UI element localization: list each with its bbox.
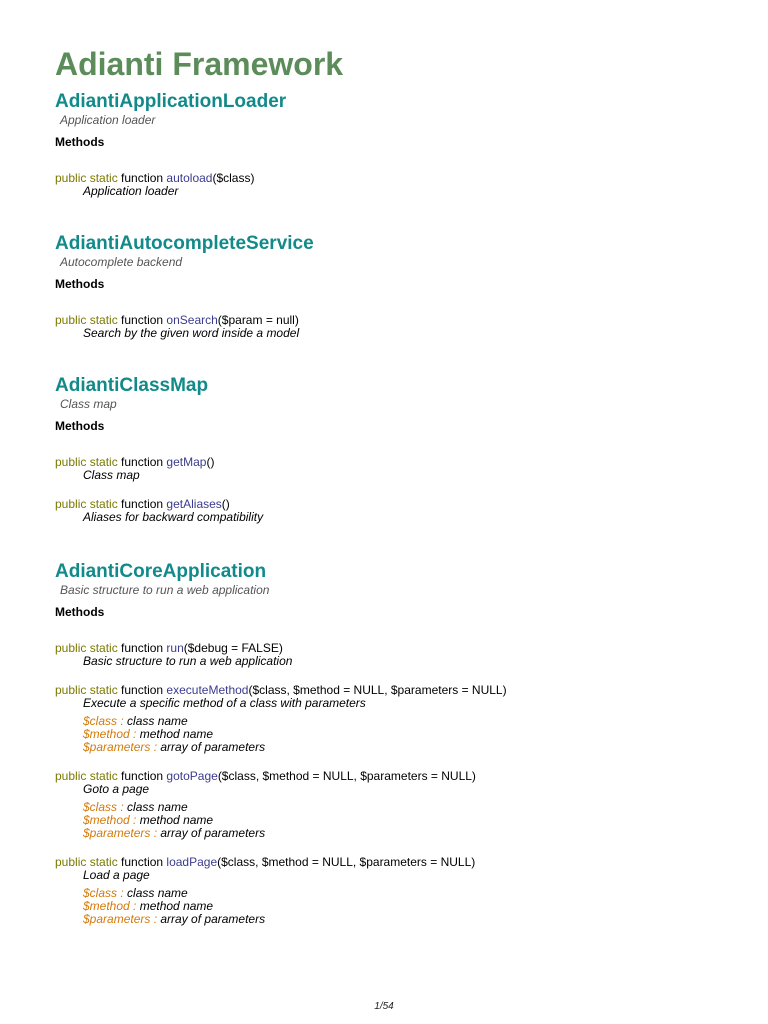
param-desc: array of parameters [157, 740, 266, 754]
method-entry [55, 642, 745, 668]
modifier-keywords: public static [55, 641, 118, 655]
param-desc: method name [136, 727, 214, 741]
param-item [83, 827, 745, 840]
class-name: AdiantiClassMap [55, 375, 209, 396]
param-item [83, 913, 745, 926]
method-description: Goto a page [83, 782, 150, 796]
function-keyword: function [121, 641, 164, 655]
class-section-adianti-core-application [55, 561, 745, 942]
method-entry [55, 172, 745, 198]
param-name: $method : [83, 727, 137, 741]
method-args: ($class, $method = NULL, $parameters = NULL) [217, 855, 476, 869]
method-name: run [166, 641, 184, 655]
function-keyword: function [121, 855, 164, 869]
method-description: Search by the given word inside a model [83, 326, 300, 340]
method-entry [55, 856, 745, 926]
methods-label: Methods [55, 605, 105, 619]
method-entry [55, 456, 745, 482]
method-name: gotoPage [166, 769, 218, 783]
method-description: Basic structure to run a web application [83, 654, 293, 668]
method-name: loadPage [166, 855, 218, 869]
method-args: ($param = null) [217, 313, 299, 327]
param-name: $class : [83, 714, 124, 728]
method-signature [55, 770, 745, 783]
method-description: Aliases for backward compatibility [83, 510, 264, 524]
method-list [55, 456, 745, 524]
class-section-adianti-application-loader [55, 91, 745, 214]
param-desc: array of parameters [157, 912, 266, 926]
param-item [83, 741, 745, 754]
class-name: AdiantiApplicationLoader [55, 91, 287, 112]
function-keyword: function [121, 313, 164, 327]
page-title: Adianti Framework [55, 46, 344, 82]
method-args: ($class, $method = NULL, $parameters = NULL) [217, 769, 476, 783]
class-description: Autocomplete backend [60, 255, 183, 269]
function-keyword: function [121, 455, 164, 469]
methods-label: Methods [55, 419, 105, 433]
function-keyword: function [121, 683, 164, 697]
methods-label: Methods [55, 135, 105, 149]
methods-label: Methods [55, 277, 105, 291]
modifier-keywords: public static [55, 171, 118, 185]
method-args: ($debug = FALSE) [183, 641, 283, 655]
method-name: getAliases [166, 497, 222, 511]
modifier-keywords: public static [55, 497, 118, 511]
method-signature [55, 856, 745, 869]
method-name: autoload [166, 171, 213, 185]
param-desc: method name [136, 899, 214, 913]
class-section-adianti-class-map [55, 375, 745, 540]
param-name: $parameters : [83, 912, 158, 926]
class-section-adianti-autocomplete-service [55, 233, 745, 356]
method-signature [55, 456, 745, 469]
param-list [83, 887, 745, 926]
param-desc: class name [123, 886, 188, 900]
method-entry [55, 684, 745, 754]
method-name: onSearch [166, 313, 218, 327]
param-desc: class name [123, 800, 188, 814]
class-description: Class map [60, 397, 117, 411]
param-desc: array of parameters [157, 826, 266, 840]
modifier-keywords: public static [55, 855, 118, 869]
method-args: () [221, 497, 230, 511]
method-description: Execute a specific method of a class with parameters [83, 696, 366, 710]
method-description: Application loader [83, 184, 179, 198]
param-list [83, 715, 745, 754]
method-description: Class map [83, 468, 140, 482]
param-name: $class : [83, 886, 124, 900]
modifier-keywords: public static [55, 455, 118, 469]
method-args: ($class) [212, 171, 255, 185]
method-args: ($class, $method = NULL, $parameters = NULL) [248, 683, 507, 697]
method-description: Load a page [83, 868, 150, 882]
function-keyword: function [121, 171, 164, 185]
method-list [55, 642, 745, 926]
param-name: $parameters : [83, 740, 158, 754]
modifier-keywords: public static [55, 683, 118, 697]
param-name: $parameters : [83, 826, 158, 840]
function-keyword: function [121, 497, 164, 511]
method-entry [55, 498, 745, 524]
param-name: $class : [83, 800, 124, 814]
param-list [83, 801, 745, 840]
class-name: AdiantiCoreApplication [55, 561, 267, 582]
method-list [55, 172, 745, 198]
class-description: Application loader [60, 113, 156, 127]
method-entry [55, 770, 745, 840]
page-number: 1/54 [374, 1001, 394, 1012]
method-name: executeMethod [166, 683, 249, 697]
method-list [55, 314, 745, 340]
class-description: Basic structure to run a web application [60, 583, 270, 597]
modifier-keywords: public static [55, 313, 118, 327]
function-keyword: function [121, 769, 164, 783]
method-name: getMap [166, 455, 207, 469]
modifier-keywords: public static [55, 769, 118, 783]
class-name: AdiantiAutocompleteService [55, 233, 314, 254]
method-entry [55, 314, 745, 340]
param-name: $method : [83, 813, 137, 827]
param-desc: method name [136, 813, 214, 827]
param-desc: class name [123, 714, 188, 728]
param-name: $method : [83, 899, 137, 913]
method-args: () [206, 455, 215, 469]
